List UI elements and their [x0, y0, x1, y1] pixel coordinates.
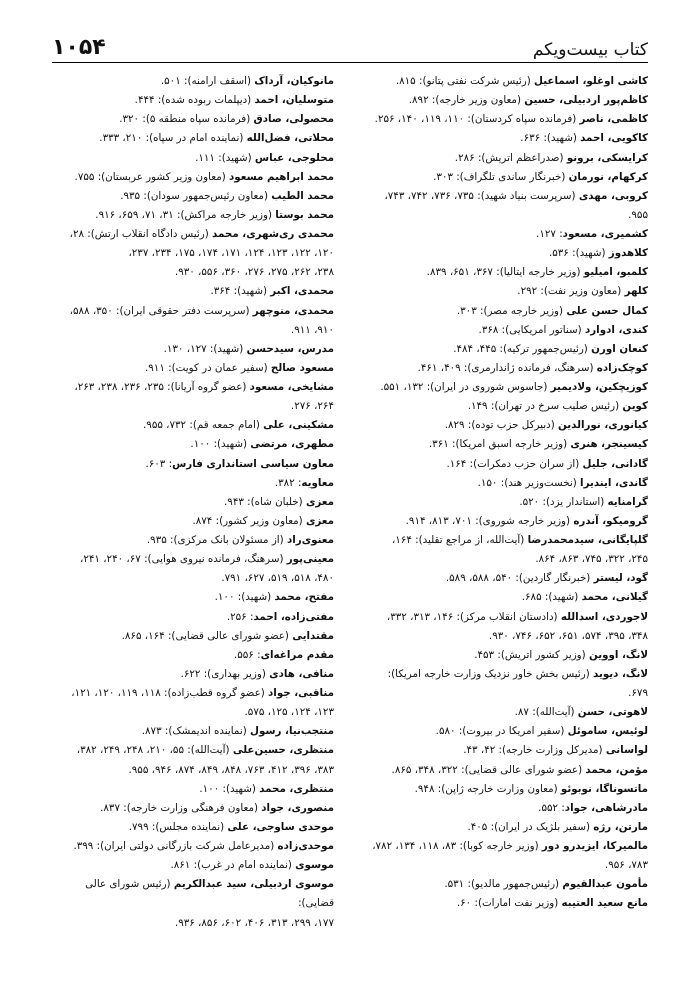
entry-name: کاظم‌پور اردبیلی، حسین: [524, 94, 648, 107]
entry-description: (سفیر امریکا در بیروت): ۵۸۰.: [435, 725, 568, 738]
entry-description: (شهید): ۱۲۷، ۱۳۰.: [163, 342, 247, 355]
entry-name: کاکویی، احمد: [580, 132, 648, 145]
entry-name: لانگ، اووین: [588, 648, 648, 661]
entry-name: کنعان اورن: [591, 342, 648, 355]
index-entry: [366, 588, 648, 607]
entry-name: لواسانی: [605, 744, 648, 757]
entry-description: (شهید): ۶۸۵.: [521, 591, 582, 604]
entry-name: منتجب‌نیا، رسول: [250, 725, 334, 738]
index-entry: [52, 799, 334, 818]
entry-name: مأمون عبدالقیوم: [562, 878, 648, 891]
index-column-right: [366, 72, 648, 914]
index-entry: [366, 378, 648, 397]
entry-description: (شهید): ۵۳۶.: [548, 247, 609, 260]
entry-description: (سفیر عمان در کویت): ۹۱۱.: [144, 361, 271, 374]
entry-name: معنوی‌راد: [286, 534, 334, 546]
entry-name: منافی، هادی: [269, 667, 334, 680]
entry-description: (شهید): ۳۶۴.: [210, 285, 271, 298]
entry-description: (آیت‌الله): ۸۷.: [514, 706, 578, 719]
running-title: کتاب بیست‌ویکم: [532, 40, 648, 60]
entry-description: (معاون وزیر کشور عربستان): ۷۵۵.: [74, 170, 230, 183]
index-entry: [52, 302, 334, 340]
index-entry: [366, 340, 648, 359]
entry-description: (وزیر خارجه کوبا): ۸۳، ۱۱۸، ۱۳۴، ۷۸۲،: [372, 840, 542, 852]
entry-description: (رئیس‌جمهور مالدیو): ۵۳۱.: [444, 878, 563, 891]
entry-continuation: ۲۶۴، ۲۷۶.: [290, 400, 334, 413]
entry-description: (رئیس صلیب سرخ در تهران): ۱۴۹.: [467, 400, 623, 413]
entry-description: (خبرنگار گاردین): ۵۴۰، ۵۸۸، ۵۸۹.: [445, 572, 594, 585]
entry-continuation: ۳۸۳، ۳۹۶، ۴۱۲، ۷۶۳، ۸۴۸، ۸۴۹، ۸۷۴، ۹۴۶، ۹۵۵.: [128, 763, 334, 776]
entry-name: مانع سعید العتیبه: [561, 897, 648, 910]
entry-description: (معاون وزیر نفت): ۲۹۲.: [517, 285, 625, 298]
entry-name: ماتسوناگا، نوبوئو: [560, 782, 648, 795]
entry-name: لاهوتی، حسن: [577, 706, 648, 719]
entry-description: (مدیرعامل شرکت بازرگانی دولتی ایران): ۳۹۹.: [73, 840, 278, 852]
index-entry: [52, 493, 334, 512]
index-entry: [366, 531, 648, 569]
entry-description: (وزیر خارجه ایتالیا): ۳۶۷، ۶۵۱، ۸۳۹.: [426, 266, 584, 279]
header-rule: [52, 62, 648, 63]
index-entry: [366, 168, 648, 187]
index-entry: [366, 91, 648, 110]
index-entry: [52, 168, 334, 187]
entry-name: مقدم مراغه‌ای: [260, 648, 334, 661]
entry-description: (عضو شورای عالی قضایی): ۱۶۴، ۸۶۵.: [121, 629, 293, 642]
entry-description: (رئیس شورای عالی قضایی):: [85, 878, 334, 910]
entry-name: معزی: [305, 514, 334, 527]
index-entry: [366, 799, 648, 818]
index-entry: [52, 722, 334, 741]
entry-description: (شهید): ۱۱۱.: [195, 151, 255, 164]
index-entry: [52, 187, 334, 206]
index-entry: [52, 550, 334, 588]
index-entry: [52, 837, 334, 856]
entry-name: محلوجی، عباس: [254, 151, 334, 164]
index-entry: [52, 91, 334, 110]
index-entry: [52, 455, 334, 474]
entry-description: : ۱۲۷.: [536, 228, 563, 240]
index-entry: [52, 818, 334, 837]
entry-description: (مدیرکل وزارت خارجه): ۴۲، ۴۳.: [463, 744, 606, 757]
entry-name: محصولی، صادق: [253, 113, 334, 126]
entry-continuation: ۹۵۵.: [628, 208, 648, 221]
index-entry: [366, 608, 648, 646]
entry-description: (آیت‌الله، از مراجع تقلید): ۱۶۴،: [391, 534, 528, 546]
entry-name: محلاتی، فضل‌الله: [246, 132, 334, 145]
entry-description: (از سران حزب دمکرات): ۱۶۴.: [446, 457, 583, 470]
index-entry: [366, 397, 648, 416]
index-entry: [52, 512, 334, 531]
entry-description: (دادستان انقلاب مرکز): ۱۴۶، ۳۱۳، ۳۳۲،: [386, 610, 561, 623]
entry-name: کاظمی، ناصر: [579, 113, 648, 126]
entry-description: (معاون فرهنگی وزارت خارجه): ۸۳۷.: [100, 801, 262, 814]
entry-description: (وزیر بهداری): ۶۲۲.: [180, 667, 270, 680]
index-entry: [366, 703, 648, 722]
entry-name: مدرس، سیدحسن: [246, 342, 334, 355]
entry-continuation: ۶۷۹.: [628, 687, 648, 699]
index-entry: [366, 321, 648, 340]
entry-description: (آیت‌الله): ۵۵، ۲۱۰، ۲۴۸، ۲۴۹، ۳۸۲،: [76, 744, 233, 757]
entry-continuation: ۱۷۷، ۲۹۹، ۳۱۳، ۴۰۶، ۶۰۲، ۸۵۶، ۹۳۶.: [174, 916, 334, 929]
entry-name: گود، لیستر: [593, 572, 648, 585]
index-entry: [52, 665, 334, 684]
entry-name: مفتی‌زاده، احمد: [253, 610, 334, 623]
entry-description: (استاندار یزد): ۵۲۰.: [519, 495, 608, 508]
index-entry: [52, 359, 334, 378]
entry-description: (سرهنگ، فرمانده ژاندارمری): ۴۰۹، ۴۶۱.: [417, 361, 597, 374]
index-entry: [52, 129, 334, 148]
entry-description: (اسقف ارامنه): ۵۰۱.: [160, 75, 255, 87]
entry-name: لاجوردی، اسدالله: [560, 610, 648, 623]
entry-description: (معاون وزیر کشور): ۸۷۴.: [192, 514, 306, 527]
index-entry: [366, 818, 648, 837]
entry-description: (عضو گروه قطب‌زاده): ۱۱۸، ۱۱۹، ۱۲۰، ۱۲۱،: [71, 687, 268, 699]
entry-name: کوچک‌زاده: [596, 361, 648, 374]
index-entry: [52, 149, 334, 168]
entry-continuation: ۲۳۸، ۲۶۲، ۲۷۵، ۲۷۶، ۳۶۰، ۵۵۶، ۹۳۰.: [174, 266, 334, 279]
entry-description: (معاون وزارت خارجه ژاپن): ۹۴۸.: [414, 782, 561, 795]
entry-description: (سرپرست بنیاد شهید): ۷۳۵، ۷۳۶، ۷۴۲، ۷۴۳،: [384, 189, 579, 202]
index-entry: [366, 455, 648, 474]
index-entry: [366, 110, 648, 129]
index-entry: [366, 512, 648, 531]
entry-name: مطهری، مرتضی: [250, 438, 334, 451]
entry-name: لانگ، دیوید: [593, 667, 648, 680]
entry-description: (فرمانده سپاه منطقه ۵): ۳۲۰.: [119, 113, 254, 126]
entry-description: (عضو گروه آریانا): ۲۳۵، ۲۳۶، ۲۳۸، ۲۶۳،: [74, 381, 250, 393]
page-number: ۱۰۵۴: [52, 35, 106, 60]
entry-name: موحدی‌زاده: [277, 840, 334, 852]
entry-name: محمد بوستا: [275, 208, 334, 221]
entry-description: (شهید): ۱۰۰.: [214, 591, 275, 604]
index-entry: [366, 665, 648, 703]
index-entry: [52, 608, 334, 627]
entry-name: گادانی، جلیل: [582, 457, 648, 470]
entry-name: کلهر: [624, 285, 648, 298]
entry-name: کرایسکی، برونو: [566, 151, 648, 164]
entry-description: (صدراعظم اتریش): ۲۸۶.: [454, 151, 567, 164]
index-entry: [52, 684, 334, 722]
entry-name: کمال حسن علی: [566, 304, 648, 317]
index-entry: [366, 435, 648, 454]
entry-description: (رئیس دادگاه انقلاب ارتش): ۲۸،: [69, 228, 213, 240]
index-entry: [366, 282, 648, 301]
index-entry: [52, 378, 334, 416]
entry-description: (وزیر خارجه مصر): ۳۰۳.: [456, 304, 567, 317]
entry-name: کوزیچکین، ولادیمیر: [550, 381, 648, 393]
index-entry: [366, 474, 648, 493]
entry-name: معاویه: [301, 476, 334, 489]
entry-name: کشمیری، مسعود: [562, 228, 648, 240]
entry-description: (خبرنگار ساندی تلگراف): ۳۰۳.: [433, 170, 569, 183]
entry-name: کلاهدوز: [608, 247, 648, 260]
entry-name: موسوی: [295, 859, 334, 872]
entry-name: منتظری، حسین‌علی: [232, 744, 334, 757]
index-entry: [52, 474, 334, 493]
entry-description: (رئیس‌جمهور ترکیه): ۴۴۵، ۴۸۴.: [453, 342, 592, 355]
entry-description: (جاسوس شوروی در ایران): ۱۳۲، ۵۵۱.: [380, 381, 551, 393]
index-entry: [366, 875, 648, 894]
entry-name: کیانوری، نورالدین: [558, 419, 648, 432]
entry-name: محمدی ری‌شهری، محمد: [212, 228, 334, 240]
entry-name: لوئیس، ساموئل: [567, 725, 648, 738]
entry-description: (وزیر خارجه شوروی): ۷۰۱، ۸۱۳، ۹۱۴.: [405, 514, 574, 527]
entry-description: (معاون رئیس‌جمهور سودان): ۹۳۵.: [120, 189, 272, 202]
entry-name: معینی‌پور: [286, 553, 334, 566]
entry-name: گلپایگانی، سیدمحمدرضا: [527, 534, 648, 546]
entry-name: موسوی اردبیلی، سید عبدالکریم: [173, 878, 334, 891]
index-entry: [366, 302, 648, 321]
entry-description: (رئیس شرکت نفتی پتانو): ۸۱۵.: [395, 75, 535, 87]
index-entry: [366, 761, 648, 780]
index-entry: [366, 244, 648, 263]
entry-name: کندی، ادوارد: [584, 323, 648, 336]
entry-description: (وزیر کشور اتریش): ۴۵۳.: [474, 648, 589, 661]
entry-name: گرامنایه: [607, 495, 648, 508]
entry-name: مشایخی، مسعود: [249, 381, 334, 393]
index-entry: [52, 646, 334, 665]
entry-description: (وزیر خارجه مراکش): ۳۱، ۷۱، ۶۵۹، ۹۱۶.: [95, 208, 276, 221]
entry-name: محمد ابراهیم مسعود: [229, 170, 334, 183]
entry-name: کاشی اوغلو، اسماعیل: [534, 75, 648, 87]
entry-name: مسعود صالح: [270, 361, 334, 374]
entry-description: (خلبان شاه): ۹۴۳.: [224, 495, 306, 508]
page-header: [52, 30, 648, 60]
entry-name: معزی: [305, 495, 334, 508]
index-entry: [366, 263, 648, 282]
entry-description: : ۵۵۲.: [538, 801, 565, 814]
entry-description: (سرپرست دفتر حقوقی ایران): ۳۵۰، ۵۸۸،: [69, 304, 253, 317]
entry-description: (از مسئولان بانک مرکزی): ۹۳۵.: [146, 534, 287, 546]
index-entry: [52, 875, 334, 932]
entry-name: متوسلیان، احمد: [254, 94, 334, 107]
entry-name: مؤمن، محمد: [585, 763, 648, 776]
entry-description: (سفیر بلژیک در ایران): ۴۰۵.: [467, 820, 594, 833]
entry-name: مشکینی، علی: [263, 419, 334, 432]
index-entry: [52, 627, 334, 646]
entry-name: مفتح، محمد: [274, 591, 334, 604]
entry-description: (نماینده مجلس): ۷۹۹.: [128, 820, 228, 833]
entry-description: (معاون وزیر خارجه): ۸۹۲.: [408, 94, 525, 107]
entry-name: مادرشاهی، جواد: [564, 801, 648, 814]
entry-name: مارتن، رژه: [593, 820, 648, 833]
entry-description: : ۳۸۲.: [274, 476, 302, 489]
entry-name: محمد الطیب: [271, 189, 334, 202]
index-entry: [366, 129, 648, 148]
entry-description: (نماینده امام در غرب): ۸۶۱.: [170, 859, 296, 872]
entry-continuation: ۷۸۳، ۹۵۶.: [604, 859, 648, 872]
entry-name: مناقبی، جواد: [268, 687, 334, 699]
entry-name: منتظری، محمد: [259, 782, 334, 795]
index-entry: [366, 149, 648, 168]
entry-name: معاون سیاسی استانداری فارس: [172, 457, 334, 470]
index-entry: [52, 856, 334, 875]
entry-description: (شهید): ۶۳۶.: [520, 132, 581, 145]
index-entry: [52, 225, 334, 282]
index-entry: [52, 531, 334, 550]
index-entry: [366, 416, 648, 435]
entry-name: منصوری، جواد: [261, 801, 334, 814]
index-entry: [366, 359, 648, 378]
index-entry: [366, 72, 648, 91]
entry-description: (امام جمعه قم): ۷۳۲، ۹۵۵.: [143, 419, 264, 432]
index-entry: [52, 282, 334, 301]
entry-name: مانوکیان، آرداک: [254, 75, 334, 87]
entry-description: (نخست‌وزیر هند): ۱۵۰.: [477, 476, 581, 489]
index-entry: [52, 416, 334, 435]
entry-name: گیلانی، محمد: [581, 591, 648, 604]
entry-description: (شهید): ۱۰۰.: [190, 438, 251, 451]
entry-description: : ۵۵۶.: [233, 648, 261, 661]
index-entry: [366, 225, 648, 244]
entry-name: مقتدایی: [292, 629, 334, 642]
entry-name: موحدی ساوجی، علی: [227, 820, 334, 833]
entry-description: (سرهنگ، فرمانده نیروی هوایی): ۶۷، ۲۴۰، ۲۴۱،: [80, 553, 287, 566]
index-entry: [366, 894, 648, 913]
index-entry: [52, 741, 334, 779]
entry-name: گرومیکو، آندره: [573, 514, 648, 527]
entry-description: (نماینده اندیمشک): ۸۷۳.: [141, 725, 251, 738]
entry-description: (شهید): ۱۰۰.: [199, 782, 260, 795]
entry-continuation: ۴۸۰، ۵۱۸، ۵۱۹، ۶۲۷، ۷۹۱.: [221, 572, 334, 585]
entry-description: (سناتور امریکایی): ۳۶۸.: [478, 323, 585, 336]
entry-description: : ۲۵۶.: [226, 610, 254, 623]
index-entry: [366, 493, 648, 512]
entry-description: (رئیس بخش خاور نزدیک وزارت خارجه امریکا):: [387, 667, 593, 680]
index-entry: [52, 588, 334, 607]
index-entry: [52, 110, 334, 129]
entry-name: محمدی، منوچهر: [252, 304, 334, 317]
entry-continuation: ۹۱۰، ۹۱۱.: [290, 323, 334, 336]
entry-description: (نماینده امام در سپاه): ۲۱۰، ۳۳۳.: [99, 132, 247, 145]
entry-continuation: ۲۴۵، ۳۲۲، ۷۴۵، ۸۶۳، ۸۶۴.: [535, 553, 648, 566]
entry-name: کرکهام، نورمان: [568, 170, 648, 183]
entry-description: (وزیر خارجه اسبق امریکا): ۳۶۱.: [428, 438, 571, 451]
index-entry: [366, 780, 648, 799]
index-entry: [366, 187, 648, 225]
entry-name: کیسینجر، هنری: [570, 438, 648, 451]
entry-name: کروبی، مهدی: [578, 189, 648, 202]
index-entry: [52, 340, 334, 359]
entry-description: (عضو شورای عالی قضایی): ۳۲۲، ۳۴۸، ۸۶۵.: [391, 763, 586, 776]
index-entry: [366, 569, 648, 588]
entry-name: کلمبو، امیلیو: [583, 266, 648, 279]
index-entry: [52, 206, 334, 225]
entry-name: مالمیرکا، ایزیدرو دور: [541, 840, 648, 852]
index-entry: [366, 837, 648, 875]
index-entry: [366, 722, 648, 741]
entry-description: (دیپلمات ربوده شده): ۴۴۴.: [134, 94, 255, 107]
entry-name: محمدی، اکبر: [270, 285, 334, 298]
index-column-left: [52, 72, 334, 933]
index-entry: [52, 780, 334, 799]
entry-name: کوین: [622, 400, 648, 413]
entry-name: گاندی، ایندیرا: [580, 476, 648, 489]
entry-description: (دبیرکل حزب توده): ۸۲۹.: [444, 419, 559, 432]
index-entry: [366, 741, 648, 760]
entry-description: : ۶۰۳.: [145, 457, 173, 470]
entry-continuation: ۳۴۸، ۳۹۵، ۵۷۴، ۶۵۱، ۶۵۲، ۷۴۶، ۹۳۰.: [488, 629, 648, 642]
entry-continuation: ۱۲۳، ۱۲۴، ۱۲۵، ۵۷۵.: [244, 706, 334, 719]
index-entry: [52, 72, 334, 91]
entry-description: (وزیر نفت امارات): ۶۰.: [456, 897, 562, 910]
entry-description: (فرمانده سپاه کردستان): ۱۱۰، ۱۱۹، ۱۴۰، ۲۵۶.: [374, 113, 580, 126]
entry-continuation: ۱۲۰، ۱۲۲، ۱۲۳، ۱۲۴، ۱۷۱، ۱۷۴، ۱۷۵، ۲۳۴، ۲۳۷،: [128, 247, 334, 260]
index-entry: [366, 646, 648, 665]
index-entry: [52, 435, 334, 454]
